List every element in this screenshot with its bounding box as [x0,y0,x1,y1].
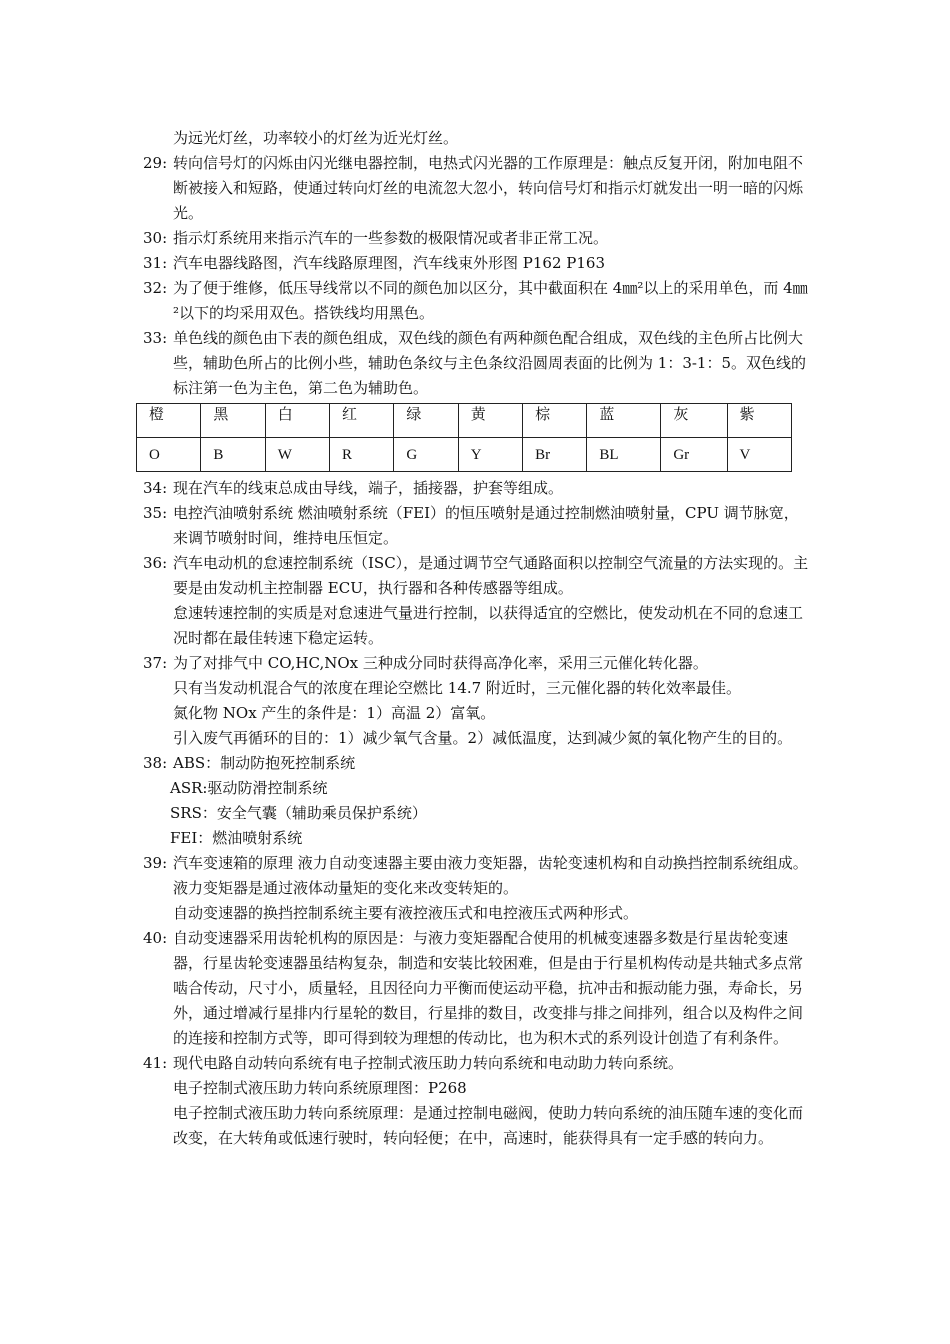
item-number: 31: [143,254,168,272]
color-name-cell: 红 [330,404,394,438]
color-code-cell: V [727,438,791,472]
color-name-cell: 黑 [201,404,265,438]
color-name-row [137,404,792,438]
item-37-paragraph: 引入废气再循环的目的：1）减少氧气含量。2）减低温度，达到减少氮的氧化物产生的目的。 [173,729,793,747]
item-35 [143,501,813,551]
item-41-paragraph: 电子控制式液压助力转向系统原理：是通过控制电磁阀，使助力转向系统的油压随车速的变化而改变，在大转角或低速行驶时，转向轻便；在中，高速时，能获得具有一定手感的转向力。 [173,1104,804,1147]
item-39 [143,851,813,901]
item-number: 40: [143,929,168,947]
item-36 [143,551,813,601]
item-number: 29: [143,154,168,172]
item-number: 30: [143,229,168,247]
color-name-cell: 橙 [137,404,201,438]
item-33 [143,326,813,401]
item-34 [143,476,813,501]
item-number: 32: [143,279,168,297]
item-number: 33: [143,329,168,347]
color-code-cell: W [265,438,329,472]
item-text: 为了便于维修，低压导线常以不同的颜色加以区分，其中截面积在 4㎜²以上的采用单色，而 4㎜²以下的均采用双色。搭铁线均用黑色。 [173,279,808,322]
item-38-line: SRS：安全气囊（辅助乘员保护系统） [170,804,427,822]
color-name-cell: 绿 [394,404,458,438]
item-number: 35: [143,504,168,522]
color-code-cell: BL [587,438,661,472]
item-text: 电控汽油喷射系统 燃油喷射系统（FEI）的恒压喷射是通过控制燃油喷射量，CPU 调节脉宽，来调节喷射时间，维持电压恒定。 [173,504,799,547]
item-text: ABS：制动防抱死控制系统 [173,754,356,772]
item-37-paragraph: 氮化物 NOx 产生的条件是：1）高温 2）富氧。 [173,704,496,722]
item-number: 39: [143,854,168,872]
item-37 [143,651,813,676]
color-code-cell: B [201,438,265,472]
item-text: 指示灯系统用来指示汽车的一些参数的极限情况或者非正常工况。 [173,229,609,247]
color-code-cell: O [137,438,201,472]
item-39-paragraph: 自动变速器的换挡控制系统主要有液控液压式和电控液压式两种形式。 [173,904,639,922]
item-number: 38: [143,754,168,772]
color-name-cell: 紫 [727,404,791,438]
color-name-cell: 棕 [523,404,587,438]
item-36-paragraph: 怠速转速控制的实质是对怠速进气量进行控制，以获得适宜的空燃比，使发动机在不同的怠速工况时都在最佳转速下稳定运转。 [173,604,804,647]
color-code-cell: G [394,438,458,472]
item-28-continuation: 为远光灯丝，功率较小的灯丝为近光灯丝。 [173,129,459,147]
item-text: 现代电路自动转向系统有电子控制式液压助力转向系统和电动助力转向系统。 [173,1054,684,1072]
color-name-cell: 白 [265,404,329,438]
item-38-line: FEI：燃油喷射系统 [170,829,303,847]
item-29 [143,151,813,226]
item-text: 汽车变速箱的原理 液力自动变速器主要由液力变矩器，齿轮变速机构和自动换挡控制系统组成。液力变矩器是通过液体动量矩的变化来改变转矩的。 [173,854,808,897]
wire-color-table [136,403,792,472]
item-37-paragraph: 只有当发动机混合气的浓度在理论空燃比 14.7 附近时，三元催化器的转化效率最佳。 [173,679,741,697]
color-code-row [137,438,792,472]
color-code-cell: Gr [661,438,727,472]
item-number: 41: [143,1054,168,1072]
color-code-cell: Br [523,438,587,472]
color-code-cell: R [330,438,394,472]
item-text: 单色线的颜色由下表的颜色组成，双色线的颜色有两种颜色配合组成，双色线的主色所占比例大些，辅助色所占的比例小些，辅助色条纹与主色条纹沿圆周表面的比例为 1：3-1：5。双色线的标注第一色为主色，第二色为辅助色。 [173,329,807,397]
color-name-cell: 灰 [661,404,727,438]
item-31 [143,251,813,276]
item-text: 现在汽车的线束总成由导线，端子，插接器，护套等组成。 [173,479,564,497]
document-content [143,126,813,1151]
item-text: 汽车电器线路图，汽车线路原理图，汽车线束外形图 P162 P163 [173,254,605,272]
item-text: 为了对排气中 CO,HC,NOx 三种成分同时获得高净化率，采用三元催化转化器。 [173,654,708,672]
item-30 [143,226,813,251]
item-number: 36: [143,554,168,572]
item-text: 汽车电动机的怠速控制系统（ISC），是通过调节空气通路面积以控制空气流量的方法实现的。主要是由发动机主控制器 ECU，执行器和各种传感器等组成。 [173,554,809,597]
item-41-paragraph: 电子控制式液压助力转向系统原理图：P268 [173,1079,467,1097]
color-code-cell: Y [458,438,522,472]
color-name-cell: 黄 [458,404,522,438]
item-38-line: ASR:驱动防滑控制系统 [170,779,328,797]
item-text: 自动变速器采用齿轮机构的原因是：与液力变矩器配合使用的机械变速器多数是行星齿轮变速器，行星齿轮变速器虽结构复杂，制造和安装比较困难，但是由于行星机构传动是共轴式多点常啮合传动，尺寸小，质量轻，且因径向力平衡而使运动平稳，抗冲击和振动能力强，寿命长，另外，通过增减行星排内行星轮的数目，行星排的数目，改变排与排之间排列，组合以及构件之间的连接和控制方式等，即可得到较为理想的传动比，也为积木式的系列设计创造了有利条件。 [173,929,804,1047]
item-32 [143,276,813,326]
item-number: 37: [143,654,168,672]
item-40 [143,926,813,1051]
item-38 [143,751,813,776]
item-41 [143,1051,813,1076]
item-text: 转向信号灯的闪烁由闪光继电器控制，电热式闪光器的工作原理是：触点反复开闭，附加电阻不断被接入和短路，使通过转向灯丝的电流忽大忽小，转向信号灯和指示灯就发出一明一暗的闪烁光。 [173,154,804,222]
item-number: 34: [143,479,168,497]
color-name-cell: 蓝 [587,404,661,438]
